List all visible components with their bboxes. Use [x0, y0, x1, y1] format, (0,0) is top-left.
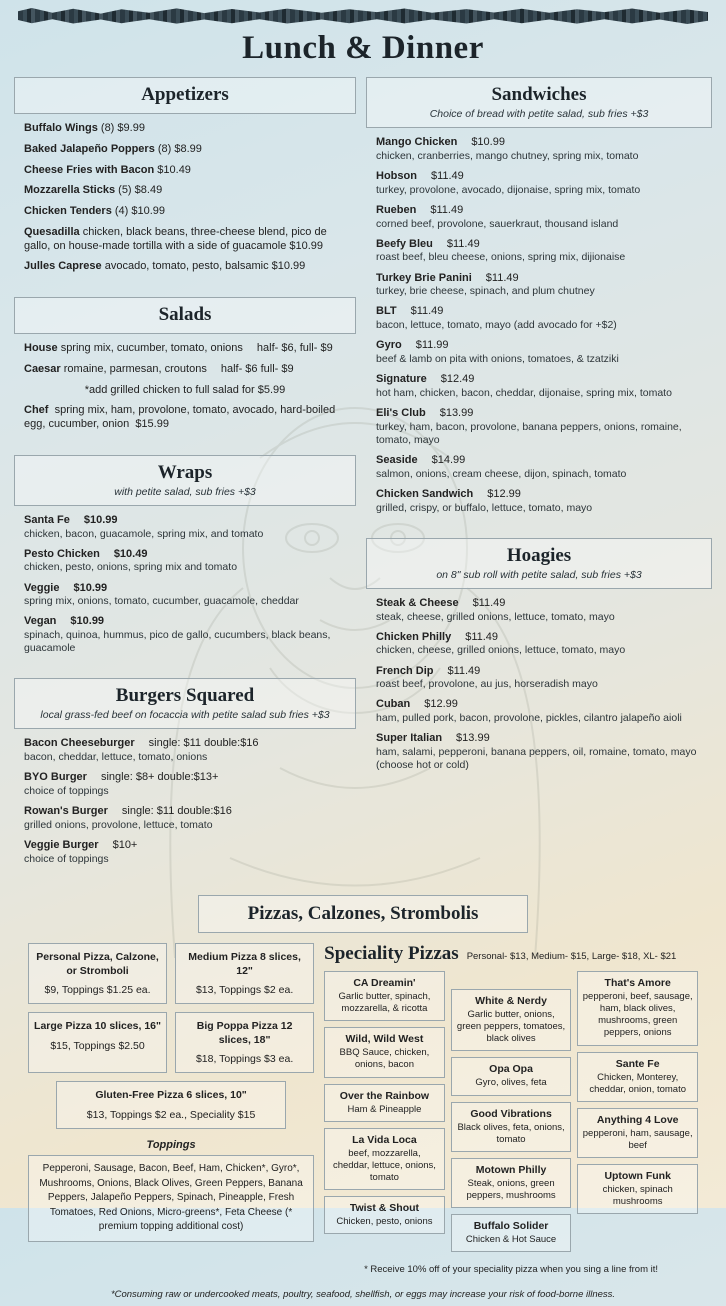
menu-item	[24, 514, 346, 541]
item-name: French Dip	[376, 664, 434, 677]
specialty-pizza	[451, 1057, 572, 1095]
pizza-desc: Ham & Pineapple	[347, 1103, 422, 1115]
item-name: Veggie Burger	[24, 839, 99, 851]
menu-item	[24, 771, 346, 798]
menu-item	[24, 164, 346, 178]
toppings-box	[28, 1155, 314, 1242]
pizza-name: CA Dreamin'	[353, 976, 416, 989]
menu-item	[24, 260, 346, 274]
item-price: (4) $10.99	[114, 205, 166, 217]
wraps-header	[14, 455, 356, 506]
menu-item	[376, 488, 702, 515]
pizza-name: Twist & Shout	[349, 1202, 420, 1215]
item-price: (8) $9.99	[100, 122, 145, 134]
section-salads	[14, 297, 356, 443]
menu-item	[24, 404, 346, 432]
pizza-desc: Gyro, olives, feta	[475, 1077, 547, 1089]
item-price: single: $11 double:$16	[148, 737, 259, 750]
item-name: Pesto Chicken	[24, 547, 100, 560]
menu-item	[376, 136, 702, 163]
menu-item	[24, 839, 346, 866]
item-name: Mango Chicken	[376, 136, 458, 148]
pizza-name: Opa Opa	[489, 1063, 533, 1076]
pizza-name: Sante Fe	[615, 1057, 660, 1070]
item-price: half- $6 full- $9	[220, 362, 294, 375]
item-price: (8) $8.99	[157, 142, 202, 155]
specialty-column-2	[451, 971, 572, 1258]
pizza-desc: pepperoni, beef, sausage, ham, black olives, mushrooms, green peppers, onions	[582, 990, 693, 1039]
menu-item	[24, 342, 346, 356]
pizza-size-box	[175, 943, 314, 1004]
item-price: single: $8+ double:$13+	[100, 771, 219, 784]
item-desc: ham, pulled pork, bacon, provolone, pickles, cilantro jalapeño aioli	[376, 712, 682, 725]
item-name: Rowan's Burger	[24, 805, 108, 818]
item-name: Santa Fe	[24, 513, 70, 526]
pizza-desc: Garlic butter, onions, green peppers, tomatoes, black olives	[456, 1008, 566, 1045]
sandwiches-header	[366, 77, 712, 128]
item-name: Buffalo Wings	[24, 122, 98, 134]
item-desc: grilled onions, provolone, lettuce, tomato	[24, 818, 213, 831]
pizza-name: White & Nerdy	[475, 994, 547, 1007]
menu-item	[376, 204, 702, 231]
specialty-pizza	[577, 1164, 698, 1214]
item-name: Steak & Cheese	[376, 596, 459, 609]
item-price: $14.99	[431, 454, 466, 466]
item-name: Gyro	[376, 339, 402, 352]
item-desc: grilled, crispy, or buffalo, lettuce, tomato, mayo	[376, 501, 593, 514]
item-price: $10.99	[73, 581, 108, 594]
item-desc: steak, cheese, grilled onions, lettuce, tomato, mayo	[376, 610, 615, 623]
pizzas-heading: Pizzas, Calzones, Strombolis	[247, 902, 479, 924]
item-name: Julles Caprese	[24, 260, 102, 273]
hoagies-header	[366, 538, 712, 589]
menu-item	[376, 339, 702, 366]
hoagies-subtitle: on 8" sub roll with petite salad, sub fries +$3	[436, 568, 642, 581]
pizza-size-title: Personal Pizza, Calzone, or Stromboli	[36, 950, 159, 977]
item-desc: spring mix, cucumber, tomato, onions	[60, 342, 243, 354]
pizza-size-price: $13, Toppings $2 ea., Speciality $15	[86, 1109, 256, 1122]
item-price: $10.99	[471, 136, 505, 148]
pizza-name: Uptown Funk	[604, 1170, 671, 1183]
menu-item	[376, 272, 702, 299]
pizza-size-box	[175, 1012, 314, 1073]
item-price: $11.49	[465, 630, 499, 643]
specialty-heading: Speciality Pizzas	[324, 942, 459, 964]
specialty-pizza	[324, 1128, 445, 1190]
item-desc: chicken, bacon, guacamole, spring mix, and tomato	[24, 527, 264, 540]
item-desc: spring mix, onions, tomato, cucumber, guacamole, cheddar	[24, 595, 299, 608]
menu-item	[24, 363, 346, 377]
item-desc: romaine, parmesan, croutons	[63, 362, 207, 375]
specialty-pizza	[324, 971, 445, 1021]
salad-addon-note	[24, 384, 346, 398]
item-price: single: $11 double:$16	[121, 805, 232, 818]
section-sandwiches	[366, 77, 712, 526]
item-name: Veggie	[24, 581, 60, 594]
specialty-pizza	[451, 1158, 572, 1208]
menu-item	[24, 205, 346, 219]
wraps-heading: Wraps	[157, 461, 213, 483]
pizza-desc: Steak, onions, green peppers, mushrooms	[466, 1177, 556, 1201]
specialty-pricing: Personal- $13, Medium- $15, Large- $18, XL- $21	[466, 950, 677, 962]
menu-item	[24, 226, 346, 254]
item-name: Bacon Cheeseburger	[24, 737, 135, 750]
pizza-desc: chicken, spinach mushrooms	[602, 1184, 673, 1208]
item-price: $10.49	[157, 163, 191, 176]
section-hoagies	[366, 538, 712, 784]
item-desc: choice of toppings	[24, 785, 109, 797]
item-name: Chicken Philly	[376, 630, 452, 643]
item-desc: chicken, pesto, onions, spring mix and tomato	[24, 561, 238, 574]
item-desc: chicken, cranberries, mango chutney, spring mix, tomato	[376, 149, 639, 162]
pizza-desc: Garlic butter, spinach, mozzarella, & ricotta	[338, 990, 431, 1015]
page-title: Lunch & Dinner	[242, 30, 484, 66]
toppings-list: Pepperoni, Sausage, Bacon, Beef, Ham, Chicken*, Gyro*, Mushrooms, Onions, Black Olives, Green Peppers, Banana Peppers, Jalapeño Peppers, Spinach, Pineapple, Fresh Tomatoes, Red Onions, Micro-greens*, Feta Cheese (* premium topping additional cost)	[39, 1163, 303, 1233]
item-name: Chicken Sandwich	[376, 487, 474, 500]
pizza-desc: beef, mozzarella, cheddar, lettuce, onions, tomato	[332, 1147, 436, 1183]
item-desc: avocado, tomato, pesto, balsamic $10.99	[104, 260, 306, 273]
item-price: $10.99	[70, 615, 105, 628]
pizza-sizes-panel	[28, 943, 314, 1275]
decorative-top-band	[18, 8, 708, 24]
pizza-size-title: Medium Pizza 8 slices, 12"	[188, 950, 301, 977]
specialty-pizza	[451, 989, 572, 1051]
pizzas-band-header	[198, 895, 528, 933]
item-name: Turkey Brie Panini	[376, 271, 472, 284]
item-name: Beefy Bleu	[376, 237, 433, 250]
specialty-column-1	[324, 971, 445, 1258]
item-price: $10.99	[83, 513, 118, 526]
item-price: $11.49	[446, 237, 480, 250]
pizza-name: Over the Rainbow	[339, 1089, 430, 1102]
menu-item	[24, 805, 346, 832]
item-name: Eli's Club	[376, 407, 426, 419]
item-price: $13.99	[439, 407, 474, 419]
pizza-size-box	[56, 1081, 286, 1129]
item-name: Cheese Fries with Bacon	[24, 163, 155, 176]
menu-item	[24, 548, 346, 575]
item-name: BLT	[376, 305, 397, 318]
item-name: Baked Jalapeño Poppers	[24, 142, 155, 155]
specialty-pizza	[451, 1214, 572, 1252]
salads-header	[14, 297, 356, 334]
menu-item	[376, 631, 702, 658]
menu-item	[376, 698, 702, 725]
item-price: $12.49	[440, 373, 475, 386]
item-price: $11.49	[430, 169, 464, 182]
item-price: (5) $8.49	[118, 184, 163, 197]
menu-item	[24, 615, 346, 655]
item-price: $11.49	[430, 203, 464, 216]
item-name: Cuban	[376, 698, 411, 711]
menu-item	[24, 122, 346, 136]
specialty-pizzas-panel	[324, 943, 698, 1275]
section-wraps	[14, 455, 356, 667]
hoagies-heading: Hoagies	[506, 544, 572, 566]
specialty-pizza	[577, 1108, 698, 1158]
item-name: Hobson	[376, 169, 417, 182]
item-desc: chicken, black beans, three-cheese blend, pico de gallo, on house-made tortilla with a side of guacamole $10.99	[24, 225, 327, 252]
pizza-size-box	[28, 1012, 167, 1073]
burgers-heading: Burgers Squared	[115, 685, 255, 707]
salads-heading: Salads	[158, 304, 212, 325]
menu-item	[376, 238, 702, 265]
item-price: $15.99	[135, 418, 169, 430]
item-desc: spinach, quinoa, hummus, pico de gallo, cucumbers, black beans, guacamole	[24, 629, 331, 655]
item-desc: turkey, ham, bacon, provolone, banana peppers, onions, romaine, tomato, mayo	[376, 420, 682, 446]
pizza-size-price: $13, Toppings $2 ea.	[195, 984, 294, 997]
appetizers-heading: Appetizers	[141, 84, 229, 105]
specialty-pizza	[577, 971, 698, 1046]
item-name: Chicken Tenders	[24, 205, 112, 217]
menu-item	[24, 143, 346, 157]
menu-item	[376, 454, 702, 481]
pizza-name: Motown Philly	[475, 1163, 547, 1176]
item-price: $13.99	[456, 732, 490, 745]
item-desc: roast beef, bleu cheese, onions, spring mix, dijionaise	[376, 251, 626, 264]
item-desc: beef & lamb on pita with onions, tomatoes, & tzatziki	[376, 353, 619, 365]
burgers-subtitle: local grass-fed beef on focaccia with petite salad sub fries +$3	[40, 709, 330, 722]
wraps-subtitle: with petite salad, sub fries +$3	[114, 485, 256, 498]
pizza-size-price: $18, Toppings $3 ea.	[195, 1053, 294, 1066]
item-desc: roast beef, provolone, au jus, horseradish mayo	[376, 678, 598, 691]
menu-item	[376, 732, 702, 772]
item-name: Rueben	[376, 203, 417, 216]
pizza-desc: Chicken, pesto, onions	[336, 1216, 433, 1228]
item-desc: choice of toppings	[24, 852, 109, 865]
item-desc: turkey, brie cheese, spinach, and plum chutney	[376, 285, 595, 298]
menu-item	[376, 597, 702, 624]
item-desc: corned beef, provolone, sauerkraut, thousand island	[376, 217, 619, 230]
item-price: $11.49	[410, 305, 444, 318]
item-name: Chef	[24, 404, 49, 417]
sandwiches-subtitle: Choice of bread with petite salad, sub fries +$3	[429, 108, 649, 120]
menu-item	[376, 373, 702, 400]
item-price: $11.49	[472, 596, 506, 609]
pizza-name: Buffalo Solider	[473, 1220, 549, 1233]
item-price: $11.99	[415, 339, 449, 352]
item-price: $11.49	[447, 664, 481, 677]
menu-item	[376, 407, 702, 447]
item-price: $12.99	[424, 698, 458, 711]
menu-item	[376, 665, 702, 692]
singing-discount-note: * Receive 10% off of your speciality pizza when you sing a line from it!	[364, 1264, 659, 1276]
pizza-desc: Chicken & Hot Sauce	[465, 1234, 557, 1246]
pizza-name: Wild, Wild West	[345, 1033, 424, 1046]
consumer-advisory-footnote: *Consuming raw or undercooked meats, poultry, seafood, shellfish, or eggs may increase your risk of food-borne illness.	[110, 1289, 616, 1301]
item-desc: bacon, lettuce, tomato, mayo (add avocado for +$2)	[376, 319, 617, 332]
item-name: House	[24, 342, 58, 354]
section-burgers	[14, 678, 356, 877]
burgers-header	[14, 678, 356, 729]
pizza-name: That's Amore	[604, 976, 671, 989]
item-name: Caesar	[24, 362, 61, 375]
item-desc: *add grilled chicken to full salad for $5.99	[84, 383, 286, 396]
item-desc: salmon, onions, cream cheese, dijon, spinach, tomato	[376, 467, 627, 480]
toppings-heading: Toppings	[146, 1139, 196, 1152]
item-name: Vegan	[24, 615, 57, 628]
item-desc: turkey, provolone, avocado, dijonaise, spring mix, tomato	[376, 183, 641, 196]
pizza-size-title: Big Poppa Pizza 12 slices, 18"	[196, 1020, 293, 1046]
menu-item	[24, 582, 346, 609]
item-price: $10+	[112, 839, 138, 851]
pizza-name: Good Vibrations	[470, 1107, 552, 1120]
pizza-size-price: $15, Toppings $2.50	[50, 1039, 145, 1052]
item-price: $12.99	[487, 487, 521, 500]
pizza-size-price: $9, Toppings $1.25 ea.	[44, 984, 151, 997]
specialty-column-3	[577, 971, 698, 1258]
pizza-desc: Chicken, Monterey, cheddar, onion, tomato	[589, 1071, 687, 1095]
item-name: Quesadilla	[24, 225, 80, 238]
appetizers-header	[14, 77, 356, 114]
specialty-pizza	[324, 1196, 445, 1234]
menu-item	[24, 184, 346, 198]
pizza-name: Anything 4 Love	[596, 1113, 679, 1126]
item-price: $10.49	[113, 547, 148, 560]
pizza-desc: BBQ Sauce, chicken, onions, bacon	[339, 1047, 430, 1071]
item-name: BYO Burger	[24, 771, 87, 784]
pizza-size-box	[28, 943, 167, 1004]
item-name: Seaside	[376, 454, 418, 466]
specialty-pizza	[451, 1102, 572, 1152]
menu-item	[376, 170, 702, 197]
item-price: $11.49	[485, 271, 519, 284]
sandwiches-heading: Sandwiches	[491, 84, 587, 105]
item-name: Signature	[376, 373, 427, 386]
item-desc: bacon, cheddar, lettuce, tomato, onions	[24, 751, 208, 764]
specialty-pizza	[324, 1027, 445, 1077]
item-name: Super Italian	[376, 732, 443, 745]
pizza-desc: Black olives, feta, onions, tomato	[457, 1121, 565, 1145]
menu-item	[24, 737, 346, 764]
specialty-pizza	[577, 1052, 698, 1102]
specialty-pizza	[324, 1084, 445, 1122]
item-desc: chicken, cheese, grilled onions, lettuce, tomato, mayo	[376, 644, 626, 657]
section-appetizers	[14, 77, 356, 285]
pizza-name: La Vida Loca	[352, 1133, 417, 1146]
item-desc: ham, salami, pepperoni, banana peppers, oil, romaine, tomato, mayo (choose hot or cold)	[376, 746, 697, 772]
item-name: Mozzarella Sticks	[24, 184, 116, 197]
item-desc: hot ham, chicken, bacon, cheddar, dijonaise, spring mix, tomato	[376, 386, 672, 399]
pizza-size-title: Gluten-Free Pizza 6 slices, 10"	[95, 1089, 247, 1102]
item-price: half- $6, full- $9	[256, 342, 333, 354]
pizza-size-title: Large Pizza 10 slices, 16"	[34, 1020, 162, 1033]
menu-item	[376, 305, 702, 332]
pizza-desc: pepperoni, ham, sausage, beef	[582, 1127, 693, 1151]
item-desc: spring mix, ham, provolone, tomato, avocado, hard-boiled egg, cucumber, onion	[24, 404, 336, 430]
